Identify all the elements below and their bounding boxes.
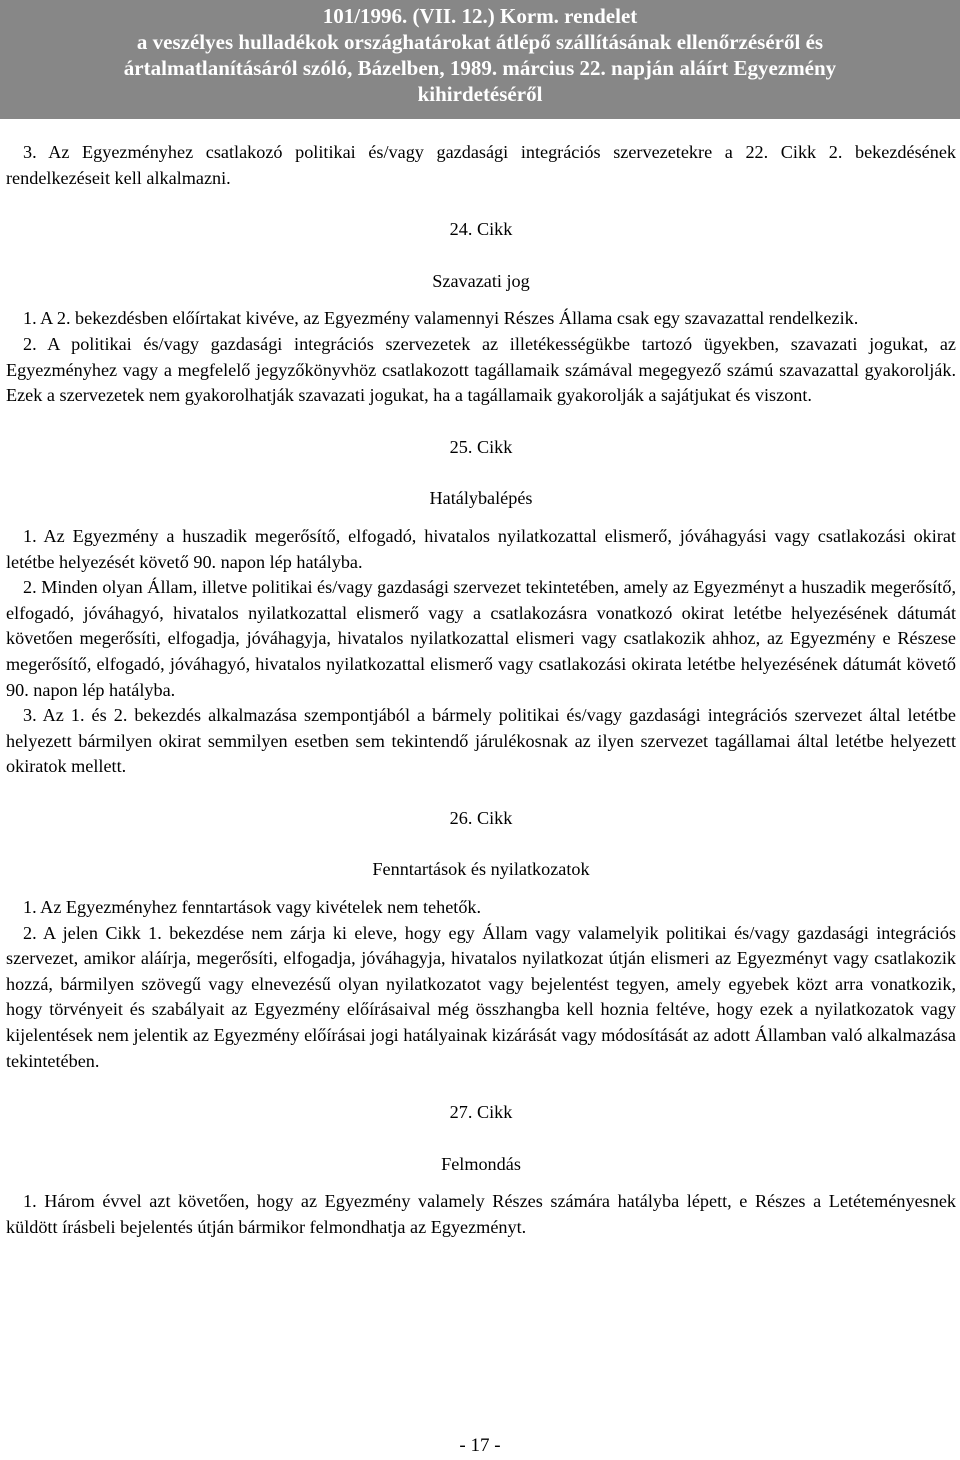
article-26-title: Fenntartások és nyilatkozatok bbox=[372, 859, 590, 880]
paragraph-24-1: 1. A 2. bekezdésben előírtakat kivéve, az Egyezmény valamennyi Részes Állama csak egy szavazattal rendelkezik. bbox=[23, 308, 859, 329]
paragraph-25-1: 1. Az Egyezmény a huszadik megerősítő, elfogadó, hivatalos nyilatkozattal elismerő, jóváhagyási vagy csatlakozási okirat letétbe helyezését követő 90. napon lép hatályba. bbox=[6, 525, 956, 572]
paragraph-26-1: 1. Az Egyezményhez fenntartások vagy kivételek nem tehetők. bbox=[23, 897, 482, 918]
paragraph-25-3: 3. Az 1. és 2. bekezdés alkalmazása szempontjából a bármely politikai és/vagy gazdasági integrációs szervezet által letétbe helyezett bármilyen okirat semmilyen esetben sem tekintendő járulékosnak az ilyen szervezet tagállamai által letétbe helyezett okiratok mellett. bbox=[6, 705, 956, 777]
article-25-number: 25. Cikk bbox=[449, 436, 513, 457]
document-header bbox=[0, 0, 960, 119]
article-24-title: Szavazati jog bbox=[432, 270, 530, 291]
page-number: - 17 - bbox=[459, 1435, 501, 1456]
article-27-number: 27. Cikk bbox=[449, 1102, 513, 1123]
paragraph-25-2: 2. Minden olyan Állam, illetve politikai és/vagy gazdasági szervezet tekintetében, amely az Egyezményt a huszadik megerősítő, elfogadó, jóváhagyó, hivatalos nyilatkozattal elismerő vagy a csatlakozásra vonatkozó okirat letétbe helyezésének dátumát követően megerősíti, elfogadja, jóváhagyja, hivatalos nyilatkozattal elismeri vagy csatlakozik ahhoz, az Egyezmény e Részese megerősítő, elfogadó, jóváhagyó, hivatalos nyilatkozattal elismerő vagy csatlakozási okirata letétbe helyezésének dátumát követő 90. napon lép hatályba. bbox=[6, 577, 956, 700]
document-body bbox=[6, 140, 956, 1241]
paragraph-23-3: 3. Az Egyezményhez csatlakozó politikai és/vagy gazdasági integrációs szervezetekre a 22. Cikk 2. bekezdésének rendelkezéseit kell alkalmazni. bbox=[6, 142, 956, 188]
paragraph-26-2: 2. A jelen Cikk 1. bekezdése nem zárja ki eleve, hogy egy Állam vagy valamelyik politikai és/vagy gazdasági integrációs szervezet, amikor aláírja, megerősíti, elfogadja, jóváhagyja, hivatalos nyilatkozat útján elismeri az Egyezményt vagy csatlakozik hozzá, bármilyen szövegű vagy elnevezésű olyan nyilatkozatot vagy bejelentést tegyen, amely egyebek közt arra vonatkozik, hogy törvényeit és szabályait az Egyezmény előírásaival még összhangba kell hoznia feltéve, hogy ezek a nyilatkozatok vagy kijelentések nem jelentik az Egyezmény előírásai jogi hatályainak kizárását vagy módosítását az adott Államban való alkalmazása tekintetében. bbox=[6, 922, 956, 1071]
header-line-4: kihirdetéséről bbox=[417, 82, 543, 106]
article-25-title: Hatálybalépés bbox=[429, 488, 533, 509]
header-line-1: 101/1996. (VII. 12.) Korm. rendelet bbox=[322, 4, 638, 28]
article-27-title: Felmondás bbox=[441, 1153, 521, 1174]
article-24-number: 24. Cikk bbox=[449, 219, 513, 240]
paragraph-24-2: 2. A politikai és/vagy gazdasági integrációs szervezetek az illetékességükbe tartozó ügyekben, szavazati jogukat, az Egyezményhez vagy a megfelelő jegyzőkönyvhöz csatlakozott tagállamaik számával megegyező számú szavazattal gyakorolják. Ezek a szervezetek nem gyakorolhatják szavazati jogukat, ha a tagállamaik gyakorolják a sajátjukat és viszont. bbox=[6, 333, 956, 406]
paragraph-27-1: 1. Három évvel azt követően, hogy az Egyezmény valamely Részes számára hatályba lépett, e Részes a Letéteményesnek küldött írásbeli bejelentés útján bármikor felmondhatja az Egyezményt. bbox=[6, 1191, 956, 1237]
header-line-2: a veszélyes hulladékok országhatárokat átlépő szállításának ellenőrzéséről és bbox=[136, 30, 824, 54]
article-26-number: 26. Cikk bbox=[449, 807, 513, 828]
header-line-3: ártalmatlanításáról szóló, Bázelben, 1989. március 22. napján aláírt Egyezmény bbox=[123, 56, 837, 80]
